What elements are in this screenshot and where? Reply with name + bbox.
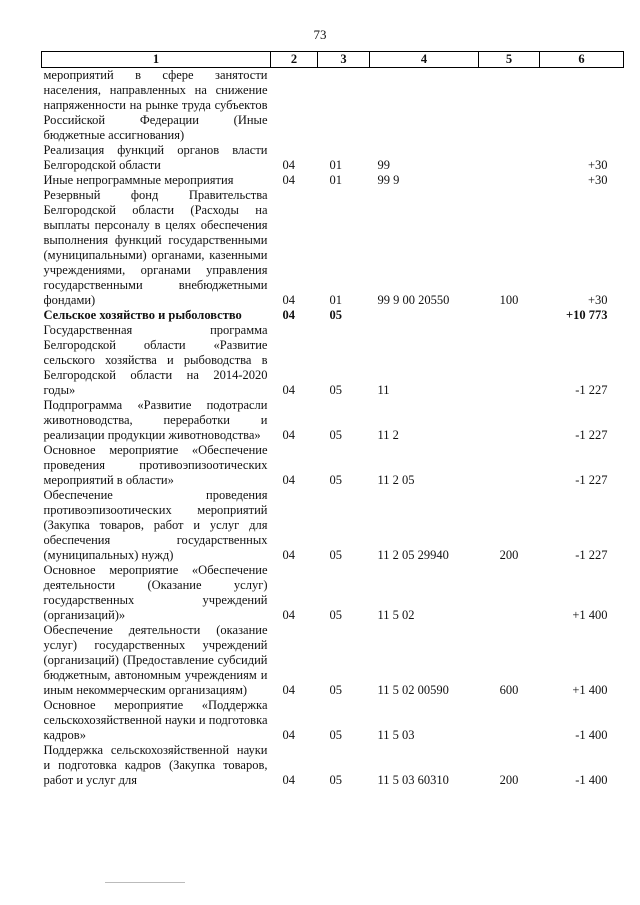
row-section-code: 04	[282, 158, 295, 172]
row-subsection-code: 05	[329, 728, 342, 742]
table-body	[42, 68, 624, 789]
row-section-code: 04	[282, 293, 295, 307]
row-amount	[540, 68, 624, 144]
row-target-code: 11 5 02 00590	[377, 683, 449, 697]
table-row	[42, 488, 624, 563]
row-section-code: 04	[282, 728, 295, 742]
row-section-code: 04	[282, 608, 295, 622]
budget-table	[41, 51, 624, 788]
row-expense-type: 100	[499, 293, 519, 307]
row-subsection-code: 05	[329, 428, 342, 442]
table-row	[42, 308, 624, 323]
row-target-code	[370, 308, 479, 323]
row-subsection-code: 05	[329, 383, 342, 397]
row-target-code: 11 2	[377, 428, 399, 442]
row-amount: -1 400	[575, 773, 608, 787]
table-row	[42, 743, 624, 788]
row-amount: -1 227	[575, 383, 608, 397]
header-col-6: 6	[540, 52, 624, 68]
row-target-code: 11 2 05 29940	[377, 548, 449, 562]
row-target-code	[370, 68, 479, 144]
row-amount: +1 400	[572, 608, 608, 622]
row-target-code: 11	[377, 383, 390, 397]
row-target-code: 11 5 02	[377, 608, 415, 622]
table-row	[42, 143, 624, 173]
header-col-3: 3	[318, 52, 370, 68]
row-name: Обеспечение деятельности (оказание услуг) государственных учреждений (организаций) (Предоставление субсидий бюджетным, автономным учреждениям и иным некоммерческим организациям)	[43, 623, 268, 697]
row-amount: -1 227	[575, 473, 608, 487]
row-expense-type: 600	[499, 683, 519, 697]
row-section-code: 04	[282, 773, 295, 787]
table-row	[42, 188, 624, 308]
row-name: Обеспечение проведения противоэпизоотических мероприятий (Закупка товаров, работ и услуг для обеспечения государственных (муниципальных) нужд)	[43, 488, 268, 562]
row-expense-type	[479, 323, 540, 398]
table-row	[42, 323, 624, 398]
row-expense-type	[479, 698, 540, 743]
row-target-code: 99	[377, 158, 390, 172]
row-target-code: 99 9	[377, 173, 400, 187]
table-row	[42, 623, 624, 698]
row-subsection-code: 05	[329, 473, 342, 487]
table-row	[42, 443, 624, 488]
row-expense-type	[479, 308, 540, 323]
row-expense-type	[479, 68, 540, 144]
row-expense-type	[479, 143, 540, 173]
row-name: Сельское хозяйство и рыболовство	[43, 308, 242, 322]
row-name: Иные непрограммные мероприятия	[43, 173, 234, 187]
row-amount: -1 227	[575, 548, 608, 562]
row-subsection-code: 05	[329, 308, 342, 322]
row-expense-type	[479, 173, 540, 188]
page-number: 73	[313, 27, 327, 42]
header-col-2: 2	[271, 52, 318, 68]
row-target-code: 11 2 05	[377, 473, 415, 487]
table-row	[42, 68, 624, 144]
table-row	[42, 563, 624, 623]
row-expense-type: 200	[499, 548, 519, 562]
row-name: Основное мероприятие «Обеспечение проведения противоэпизоотических мероприятий в области»	[43, 443, 268, 487]
row-subsection-code: 01	[329, 293, 342, 307]
row-name: мероприятий в сфере занятости населения, направленных на снижение напряженности на рынке труда субъектов Российской Федерации (Иные бюджетные ассигнования)	[43, 68, 268, 142]
row-expense-type	[479, 563, 540, 623]
row-name: Подпрограмма «Развитие подотрасли животноводства, переработки и реализации продукции животноводства»	[43, 398, 268, 442]
row-subsection-code: 01	[329, 173, 342, 187]
row-section-code: 04	[282, 308, 295, 322]
row-name: Государственная программа Белгородской области «Развитие сельского хозяйства и рыбоводства в Белгородской области на 2014-2020 годы»	[43, 323, 268, 397]
row-subsection-code	[318, 68, 370, 144]
row-section-code: 04	[282, 473, 295, 487]
row-amount: -1 400	[575, 728, 608, 742]
row-target-code: 11 5 03	[377, 728, 415, 742]
row-target-code: 11 5 03 60310	[377, 773, 449, 787]
row-name: Поддержка сельскохозяйственной науки и подготовка кадров (Закупка товаров, работ и услуг для	[43, 743, 268, 787]
row-name: Реализация функций органов власти Белгородской области	[43, 143, 268, 172]
row-expense-type: 200	[499, 773, 519, 787]
footer-rule	[105, 882, 185, 883]
header-col-4: 4	[370, 52, 479, 68]
row-expense-type	[479, 398, 540, 443]
row-section-code: 04	[282, 548, 295, 562]
table-row	[42, 398, 624, 443]
row-name: Основное мероприятие «Обеспечение деятельности (Оказание услуг) государственных учреждений (организаций)»	[43, 563, 268, 622]
row-name: Резервный фонд Правительства Белгородской области (Расходы на выплаты персоналу в целях обеспечения выполнения функций государственными (муниципальными) органами, казенными учреждениями, органами управления государственными внебюджетными фондами)	[43, 188, 268, 307]
row-section-code: 04	[282, 428, 295, 442]
row-amount: +1 400	[572, 683, 608, 697]
row-subsection-code: 05	[329, 548, 342, 562]
row-expense-type	[479, 443, 540, 488]
row-amount: +30	[587, 293, 608, 307]
header-col-5: 5	[479, 52, 540, 68]
row-amount: -1 227	[575, 428, 608, 442]
row-name: Основное мероприятие «Поддержка сельскохозяйственной науки и подготовка кадров»	[43, 698, 268, 742]
row-subsection-code: 05	[329, 608, 342, 622]
row-amount: +30	[587, 158, 608, 172]
row-subsection-code: 05	[329, 683, 342, 697]
row-target-code: 99 9 00 20550	[377, 293, 450, 307]
row-subsection-code: 05	[329, 773, 342, 787]
table-header-row	[42, 52, 624, 68]
row-section-code: 04	[282, 683, 295, 697]
row-subsection-code: 01	[329, 158, 342, 172]
table-row	[42, 173, 624, 188]
row-section-code: 04	[282, 383, 295, 397]
header-col-1: 1	[42, 52, 271, 68]
table-row	[42, 698, 624, 743]
row-section-code	[271, 68, 318, 144]
row-amount: +10 773	[566, 308, 608, 322]
row-amount: +30	[587, 173, 608, 187]
row-section-code: 04	[282, 173, 295, 187]
